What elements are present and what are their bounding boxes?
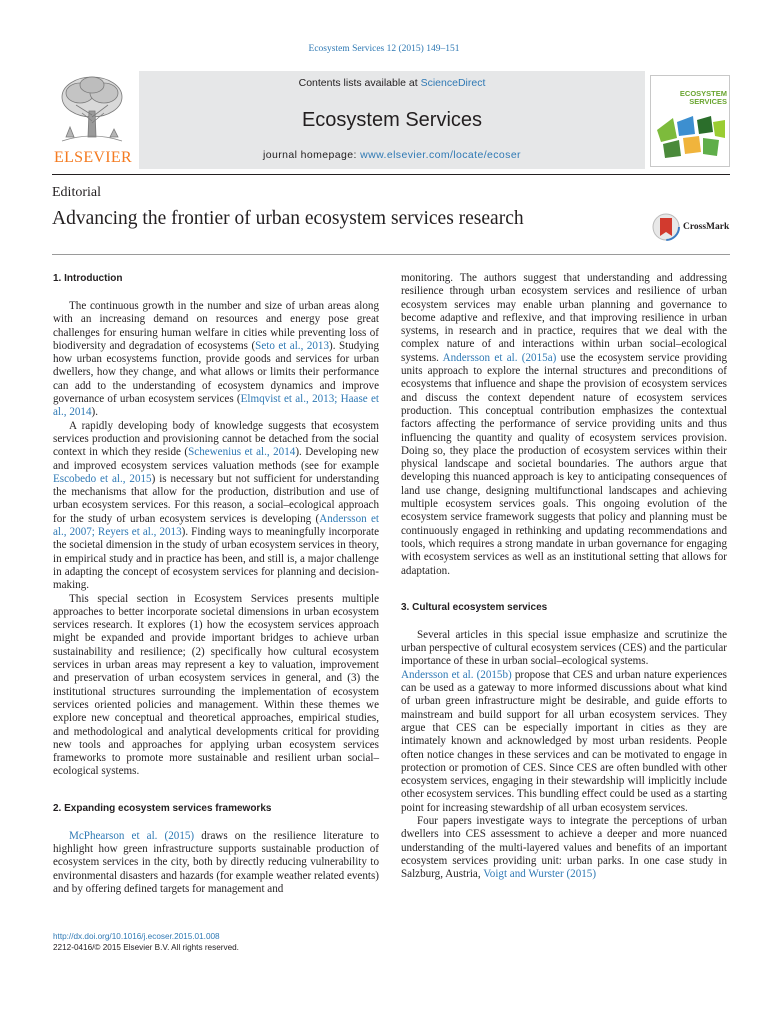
section-heading-introduction: 1. Introduction — [53, 273, 123, 284]
cover-title-line1: ECOSYSTEM — [679, 89, 727, 98]
reference-link[interactable]: Voigt and Wurster (2015) — [483, 868, 597, 881]
tree-icon — [52, 71, 132, 149]
section-heading-frameworks: 2. Expanding ecosystem services frameworks — [53, 802, 272, 814]
reference-link[interactable]: McPhearson et al. (2015) — [69, 829, 195, 842]
cover-artwork-icon — [651, 112, 729, 162]
paragraph: This special section in Ecosystem Services presents multiple approaches to better incorporate societal dimensions in urban ecosystem services research. It explores (1) how the ecosystem services approach might be expanded and provide important bridges to achieve urban sustainability and resilience; (2) specifically how cultural ecosystem services in urban areas may represent a key to valuation, improvement and preservation of urban ecosystem services in general, and (3) the institutional structures surrounding the implementation of ecosystem services oriented policies and management. Within these themes we explore new conceptual and theoretical approaches, empirical studies, and methodological and analytical developments critical for providing new tools and approaches for applying urban ecosystem services frameworks to promote more sustainable and resilient urban social–ecological systems. — [53, 592, 379, 778]
masthead-banner — [139, 71, 645, 169]
journal-masthead — [52, 71, 730, 169]
reference-link[interactable]: Elmqvist et al., 2013; Haase et al., 2014 — [53, 393, 379, 419]
right-column — [401, 272, 727, 881]
article-footer — [53, 931, 239, 953]
crossmark-icon — [651, 212, 681, 242]
sciencedirect-link[interactable]: ScienceDirect — [420, 77, 486, 89]
reference-link[interactable]: Schewenius et al., 2014 — [188, 446, 296, 459]
elsevier-logo[interactable] — [52, 71, 132, 169]
reference-link[interactable]: Andersson et al., 2007; Reyers et al., 2013 — [53, 512, 379, 539]
left-column — [53, 272, 379, 896]
article-type: Editorial — [52, 185, 101, 200]
journal-cover-thumbnail[interactable] — [650, 75, 730, 167]
homepage-link[interactable]: www.elsevier.com/locate/ecoser — [360, 149, 521, 161]
paragraph: Andersson et al. (2015b) propose that CES and urban nature experiences can be used as a gateway to more informed discussions about what kind of urban green infrastructure might be desirable, and guide efforts to mainstream and build support for all urban ecosystem services. They argue that CES can be especially important in cities as they are intimately known and acknowledged by most urban residents. People often notice changes in these services and can be motivated to engage in protection or promotion of CES. Since CES are often bundled with other ecosystem services, engaging in their stewardship will implicitly include other ecosystem services. This bundling effect could be used as a starting point for increasing stewardship of all urban ecosystem services. — [401, 668, 727, 814]
contents-availability — [139, 77, 645, 89]
doi-link[interactable]: http://dx.doi.org/10.1016/j.ecoser.2015.01.008 — [53, 932, 220, 941]
reference-link[interactable]: Andersson et al. (2015a) — [442, 351, 557, 364]
paragraph: monitoring. The authors suggest that understanding and addressing resilience through urban ecosystem services and resilience of urban ecosystem services may enable urban planning and governance to become adaptive and reflexive, and that improving resilience in urban systems, in research and in practice, requires that we deal with the complex nature of and interactions within urban social–ecological systems. Andersson et al. (2015a) use the ecosystem service providing units approach to explore the internal structures and preconditions of ecosystems that influence and shape the provision of ecosystem services and discuss the context dependent nature of ecosystem services production. This conceptual contribution emphasizes the contextual factors affecting the performance of service providing units and thus influencing the quantity and quality of ecosystem services provision. Doing so, they place the production of ecosystem services within their physical landscape and societal boundaries. The authors argue that developing this nuanced approach is key to anticipating consequences of land use change, designing multifunctional landscapes and achieving multiple ecosystem services goals. This ongoing evolution of the ecosystem service framework suggests that policy and planning must be continuously engaged in rethinking and updating recommendations and tools, which requires a strong mandate in urban governance for engaging with ecosystem services as well as an institutional setting that allows for adaptation. — [401, 272, 727, 577]
paragraph: McPhearson et al. (2015) draws on the resilience literature to highlight how green infrastructure supports sustainable production of ecosystem services in the city, both by directly reducing vulnerability to environmental disasters and hazards (for example weather related events) and by offering defined targets for management and — [53, 829, 379, 895]
cover-title — [655, 90, 727, 106]
homepage-prefix: journal homepage: — [263, 149, 361, 161]
crossmark-label: CrossMark — [683, 222, 730, 232]
title-rule — [52, 254, 730, 255]
article-title: Advancing the frontier of urban ecosystem services research — [52, 208, 524, 229]
cover-title-line2: SERVICES — [689, 97, 727, 106]
reference-link[interactable]: Seto et al., 2013 — [255, 339, 330, 352]
paragraph: Four papers investigate ways to integrate the perceptions of urban dwellers into CES assessment to achieve a deeper and more nuanced understanding of the multi-layered values and benefits of an important ecosystem services providing unit: urban parks. In one case study in Salzburg, Austria, Voigt and Wurster (2015) — [401, 814, 727, 881]
contents-prefix: Contents lists available at — [298, 77, 421, 89]
elsevier-wordmark: ELSEVIER — [54, 149, 132, 166]
paragraph: Several articles in this special issue emphasize and scrutinize the urban perspective of cultural ecosystem services (CES) and the particular importance of these in urban social–ecological systems. — [401, 628, 727, 668]
journal-citation[interactable]: Ecosystem Services 12 (2015) 149–151 — [308, 44, 460, 54]
paragraph: The continuous growth in the number and size of urban areas along with an increasing demand on resources and energy pose great challenges for ensuring human welfare in cities while preventing loss of biodiversity and degradation of ecosystems (Seto et al., 2013). Studying how urban ecosystems function, provide goods and services for urban dwellers, how they change, and what allows or limits their performance can add to the understanding of ecosystem dynamics and improve governance of urban ecosystem services (Elmqvist et al., 2013; Haase et al., 2014). — [53, 300, 380, 419]
crossmark-badge[interactable] — [651, 212, 731, 242]
journal-title: Ecosystem Services — [301, 109, 483, 131]
copyright-notice: 2212-0416/© 2015 Elsevier B.V. All rights reserved. — [53, 943, 239, 952]
paragraph: A rapidly developing body of knowledge suggests that ecosystem services production and provisioning cannot be detached from the social context in which they reside (Schewenius et al., 2014). Developing new and improved ecosystem services valuation methods (see for example Escobedo et al., 2015) is necessary but not sufficient for understanding the mechanisms that allow for the production, distribution and use of urban ecosystem services. For this reason, a social–ecological approach for the study of urban ecosystem services is developing (Andersson et al., 2007; Reyers et al., 2013). Finding ways to meaningfully incorporate the societal dimension in the study of urban ecosystem services in theory, in empirical study and in practice has been, and still is, a major challenge in adapting the concept of ecosystem services for planning and decision-making. — [53, 419, 380, 592]
header-rule — [52, 174, 730, 175]
reference-link[interactable]: Escobedo et al., 2015 — [53, 472, 152, 485]
section-heading-cultural: 3. Cultural ecosystem services — [401, 601, 548, 613]
journal-homepage — [139, 149, 645, 161]
reference-link[interactable]: Andersson et al. (2015b) — [401, 668, 512, 681]
